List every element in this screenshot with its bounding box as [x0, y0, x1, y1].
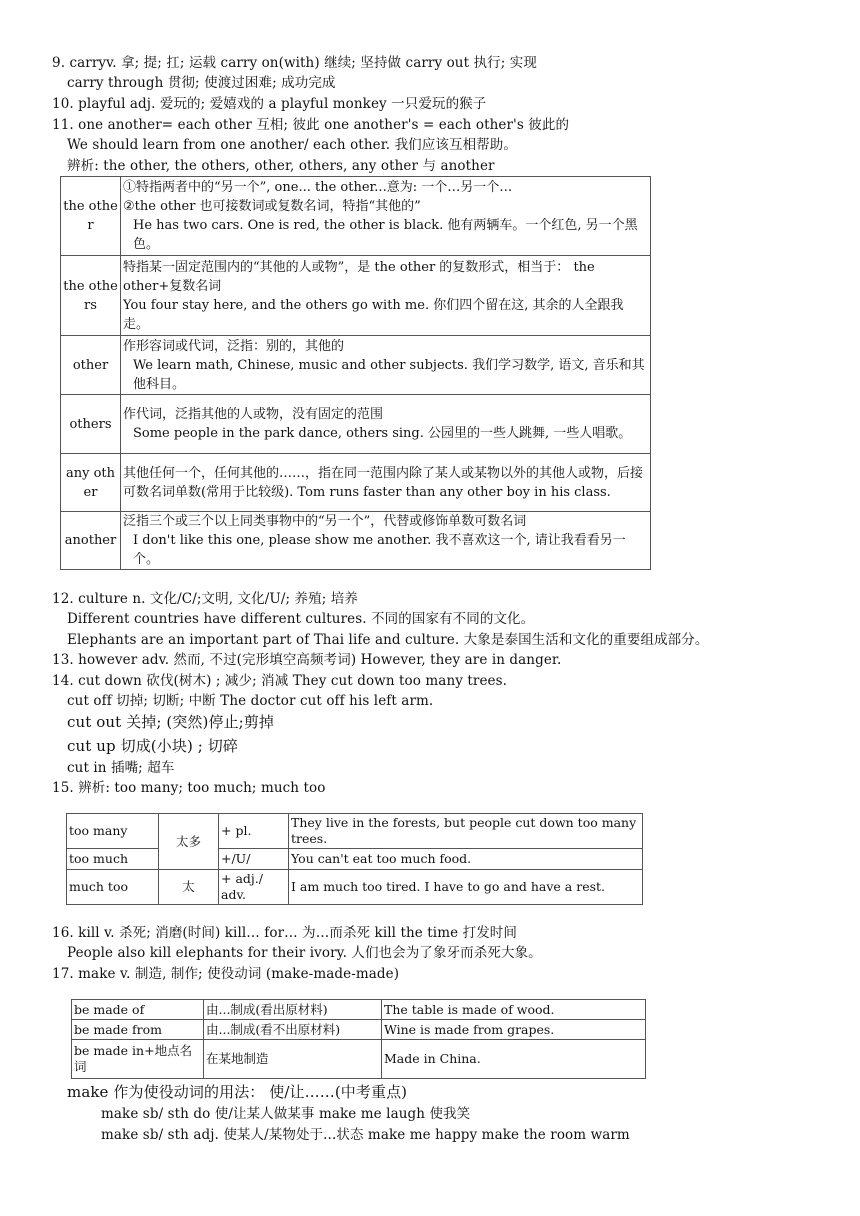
cell-phrase: be made of	[72, 1000, 204, 1020]
cell-meaning: 由...制成(看出原材料)	[204, 1000, 382, 1020]
row-head: another	[61, 512, 121, 570]
entry-14-line-4: cut up 切成(小块) ; 切碎	[67, 737, 238, 755]
cell-example: You can't eat too much food.	[289, 849, 643, 870]
cell-example: The table is made of wood.	[382, 1000, 646, 1020]
row-desc: 特指某一固定范围内的“其他的人或物”，是 the other 的复数形式，相当于： the other+复数名词 You four stay here, and the others go with me. 你们四个留在这, 其余的人全跟我走。	[121, 256, 651, 336]
cell-example: They live in the forests, but people cut down too many trees.	[289, 814, 643, 849]
entry-11-line-1: 11. one another= each other 互相; 彼此 one another's = each other's 彼此的	[52, 117, 570, 133]
row-head: the others	[61, 256, 121, 336]
entry-10: 10. playful adj. 爱玩的; 爱嬉戏的 a playful monkey 一只爱玩的猴子	[52, 96, 487, 112]
entry-14-line-2: cut off 切掉; 切断; 中断 The doctor cut off his left arm.	[67, 693, 434, 709]
entry-16-line-1: 16. kill v. 杀死; 消磨(时间) kill… for… 为…而杀死 kill the time 打发时间	[52, 925, 517, 941]
entry-17-causative-1: make sb/ sth do 使/让某人做某事 make me laugh 使我笑	[101, 1106, 471, 1122]
entry-12-line-1: 12. culture n. 文化/C/;文明, 文化/U/; 养殖; 培养	[52, 591, 358, 607]
entry-9-line-1: 9. carryv. 拿; 提; 扛; 运载 carry on(with) 继续; 坚持做 carry out 执行; 实现	[52, 55, 537, 71]
table-row	[61, 454, 651, 512]
row-head: others	[61, 395, 121, 454]
other-comparison-table	[60, 176, 651, 570]
row-desc: 作形容词或代词，泛指：别的，其他的 We learn math, Chinese, music and other subjects. 我们学习数学, 语文, 音乐和其他科目。	[121, 336, 651, 395]
entry-11-line-2: We should learn from one another/ each other. 我们应该互相帮助。	[67, 137, 517, 153]
row-desc: ①特指两者中的“另一个”, one... the other...意为: 一个…另一个… ②the other 也可接数词或复数名词，特指“其他的” He has two cars. One is red, the other is black. 他有两辆车。一个红色, 另一个黑色。	[121, 177, 651, 256]
cell-example: Made in China.	[382, 1040, 646, 1079]
row-desc: 作代词，泛指其他的人或物，没有固定的范围 Some people in the park dance, others sing. 公园里的一些人跳舞, 一些人唱歌。	[121, 395, 651, 454]
entry-13: 13. however adv. 然而, 不过(完形填空高频考词) However, they are in danger.	[52, 652, 562, 668]
entry-16-line-2: People also kill elephants for their ivory. 人们也会为了象牙而杀死大象。	[67, 945, 542, 961]
cell-meaning: 在某地制造	[204, 1040, 382, 1079]
cell-example: I am much too tired. I have to go and have a rest.	[289, 870, 643, 905]
cell-phrase: too much	[67, 849, 159, 870]
entry-17-causative-2: make sb/ sth adj. 使某人/某物处于...状态 make me happy make the room warm	[101, 1127, 630, 1143]
too-many-much-table	[66, 813, 643, 905]
table-row	[72, 1000, 646, 1020]
row-head: the other	[61, 177, 121, 256]
table-row	[61, 177, 651, 256]
cell-phrase: too many	[67, 814, 159, 849]
cell-meaning: 太多	[159, 814, 219, 870]
cell-usage: + adj./ adv.	[219, 870, 289, 905]
entry-15: 15. 辨析: too many; too much; much too	[52, 780, 326, 796]
row-head: any other	[61, 454, 121, 512]
cell-meaning: 太	[159, 870, 219, 905]
entry-9-line-2: carry through 贯彻; 使渡过困难; 成功完成	[67, 75, 336, 91]
table-row	[61, 336, 651, 395]
cell-phrase: much too	[67, 870, 159, 905]
entry-17-causative-title: make 作为使役动词的用法： 使/让……(中考重点)	[67, 1083, 408, 1101]
cell-phrase: be made from	[72, 1020, 204, 1040]
table-row	[61, 256, 651, 336]
row-desc: 泛指三个或三个以上同类事物中的“另一个”，代替或修饰单数可数名词 I don't like this one, please show me another. 我不喜欢这一个, 请让我看看另一个。	[121, 512, 651, 570]
cell-usage: + pl.	[219, 814, 289, 849]
cell-meaning: 由...制成(看不出原材料)	[204, 1020, 382, 1040]
entry-11-line-3: 辨析: the other, the others, other, others, any other 与 another	[67, 158, 495, 174]
entry-14-line-5: cut in 插嘴; 超车	[67, 760, 175, 776]
entry-14-line-3: cut out 关掉; (突然)停止;剪掉	[67, 713, 275, 731]
cell-example: Wine is made from grapes.	[382, 1020, 646, 1040]
row-desc: 其他任何一个，任何其他的……，指在同一范围内除了某人或某物以外的其他人或物，后接可数名词单数(常用于比较级). Tom runs faster than any other boy in his class.	[121, 454, 651, 512]
entry-17: 17. make v. 制造, 制作; 使役动词 (make-made-made)	[52, 966, 400, 982]
table-row	[61, 512, 651, 570]
cell-usage: +/U/	[219, 849, 289, 870]
entry-12-line-3: Elephants are an important part of Thai life and culture. 大象是泰国生活和文化的重要组成部分。	[67, 632, 709, 648]
cell-phrase: be made in+地点名词	[72, 1040, 204, 1079]
row-head: other	[61, 336, 121, 395]
entry-14-line-1: 14. cut down 砍伐(树木) ; 减少; 消减 They cut down too many trees.	[52, 673, 508, 689]
table-row	[67, 870, 643, 905]
table-row	[72, 1020, 646, 1040]
be-made-table	[71, 999, 646, 1079]
table-row	[61, 395, 651, 454]
table-row	[67, 849, 643, 870]
table-row	[67, 814, 643, 849]
entry-12-line-2: Different countries have different cultures. 不同的国家有不同的文化。	[67, 611, 535, 627]
table-row	[72, 1040, 646, 1079]
